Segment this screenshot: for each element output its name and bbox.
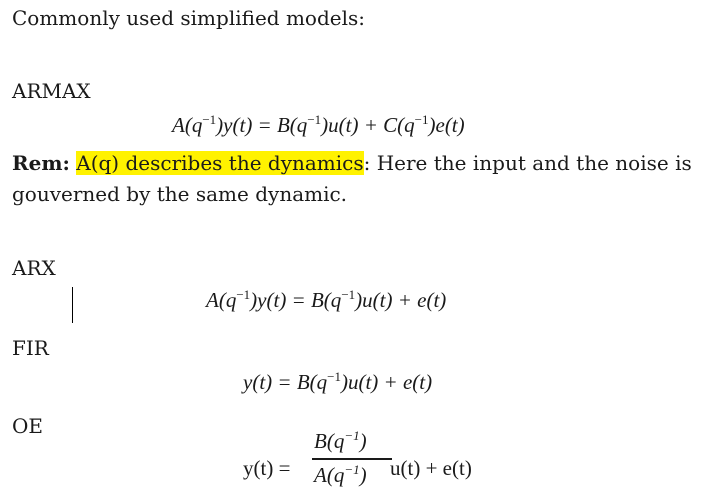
arx-label: ARX <box>12 256 56 280</box>
intro-text: Commonly used simplified models: <box>12 6 365 30</box>
oe-fraction-bar <box>312 458 392 460</box>
remark-line-1 <box>12 151 692 175</box>
armax-equation: $A(q^{-1})y(t) = B(q^{-1})u(t) + C(q^{-1})e(t)$ <box>172 112 465 137</box>
text-cursor <box>72 287 73 323</box>
fir-equation: $y(t) = B(q^{-1})u(t) + e(t)$ <box>243 369 433 394</box>
remark-rest: : Here the input and the noise is <box>363 151 692 175</box>
armax-label: ARMAX <box>12 79 91 103</box>
oe-label: OE <box>12 414 43 438</box>
oe-denominator: $A(q^{-1})$ <box>314 462 367 487</box>
oe-fraction <box>312 428 392 490</box>
arx-equation: $A(q^{-1})y(t) = B(q^{-1})u(t) + e(t)$ <box>206 287 447 312</box>
oe-numerator: $B(q^{-1})$ <box>314 428 367 453</box>
fir-label: FIR <box>12 336 49 360</box>
remark-line-2: gouverned by the same dynamic. <box>12 182 348 206</box>
remark-label: Rem: <box>12 151 70 175</box>
oe-lhs: y(t) = <box>243 456 291 480</box>
oe-rhs: u(t) + e(t) <box>390 456 472 480</box>
remark-highlight: A(q) describes the dynamics <box>76 151 364 175</box>
